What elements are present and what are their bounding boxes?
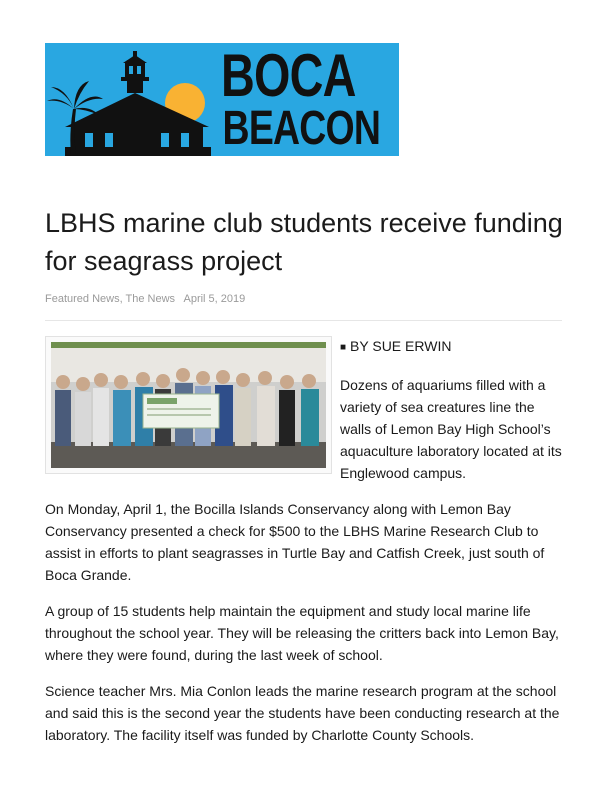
article-paragraph-2: A group of 15 students help maintain the equipment and study local marine life throughout the school year. They will be releasing the critters back into Lemon Bay, where they were found, during the last week of school. xyxy=(45,603,559,663)
article-paragraph-3: Science teacher Mrs. Mia Conlon leads the marine research program at the school and said this is the second year the students have been conducting research at the laboratory. The facility itself was funded by Charlotte County Schools. xyxy=(45,683,560,743)
article-headline: LBHS marine club students receive funding for seagrass project xyxy=(45,208,563,276)
logo-line-boca: BOCA xyxy=(221,43,356,109)
logo-wordmark xyxy=(221,43,381,155)
article-date: April 5, 2019 xyxy=(183,293,246,305)
article-paragraph-1: On Monday, April 1, the Bocilla Islands Conservancy along with Lemon Bay Conservancy presented a check for $500 to the LBHS Marine Research Club to assist in efforts to plant seagrasses in Turtle Bay and Catfish Creek, just south of Boca Grande. xyxy=(45,501,545,583)
article-intro: Dozens of aquariums filled with a variety of sea creatures line the walls of Lemon Bay High School’s aquaculture laboratory located at its Englewood campus. xyxy=(340,377,562,481)
bullet-square-icon: ■ xyxy=(340,342,347,353)
byline-text: BY SUE ERWIN xyxy=(350,338,452,354)
article-categories[interactable]: Featured News, The News xyxy=(45,293,176,305)
logo-line-beacon: BEACON xyxy=(222,102,381,155)
article-meta xyxy=(45,293,251,305)
article-byline xyxy=(340,338,451,354)
article-photo[interactable] xyxy=(45,336,332,474)
group-photo-image xyxy=(51,342,326,468)
boca-beacon-logo[interactable] xyxy=(45,43,399,156)
meta-divider xyxy=(45,320,562,321)
